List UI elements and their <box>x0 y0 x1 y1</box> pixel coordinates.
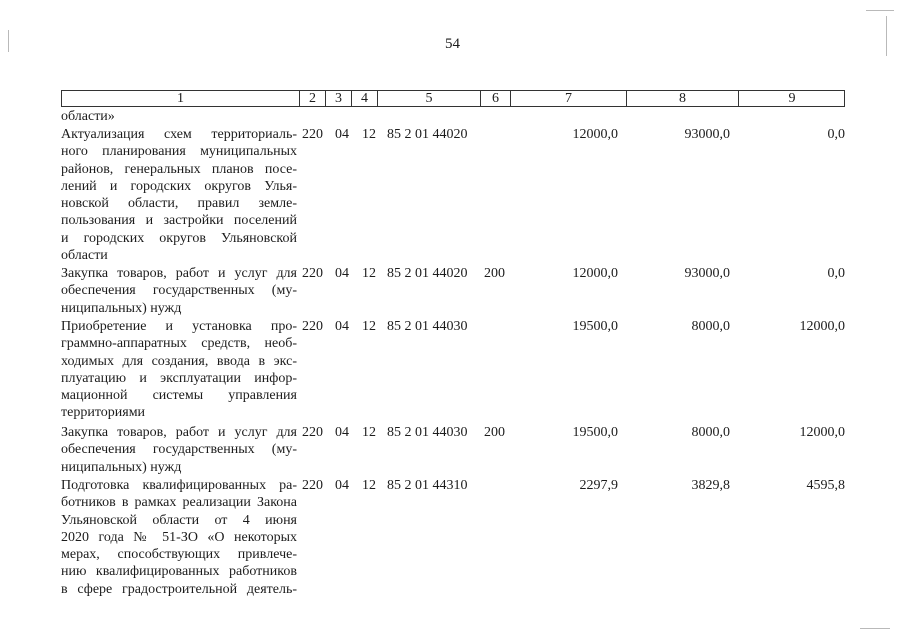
description-line: ботников в рамках реализации Закона <box>61 495 297 511</box>
continuation-text: области» <box>61 109 115 124</box>
cell-col7: 12000,0 <box>572 266 618 281</box>
description-line: Подготовка квалифицированных ра- <box>61 478 297 493</box>
description-line: граммно-аппаратных средств, необ- <box>61 336 297 352</box>
cell-col6: 200 <box>484 425 505 440</box>
description-line: ходимых для создания, ввода в экс- <box>61 353 297 369</box>
description-line: нию квалифицированных работников <box>61 564 297 580</box>
description-line: 2020 года № 51-ЗО «О некоторых <box>61 529 297 545</box>
description-line: лений и городских округов Улья- <box>61 178 297 194</box>
cell-col5: 85 2 01 44030 <box>387 425 468 440</box>
cell-col9: 12000,0 <box>799 319 845 334</box>
header-col-4: 4 <box>352 91 378 106</box>
description-line: территориями <box>61 405 146 421</box>
description-line: Приобретение и установка про- <box>61 319 297 334</box>
description-line: Актуализация схем территориаль- <box>61 127 297 142</box>
header-col-6: 6 <box>481 91 511 106</box>
cell-col8: 93000,0 <box>684 266 730 281</box>
description-line: области <box>61 248 108 264</box>
cell-col3: 04 <box>335 478 349 493</box>
description-line: Ульяновской области от 4 июня <box>61 512 297 528</box>
description-line: Закупка товаров, работ и услуг для <box>61 266 297 281</box>
cell-col3: 04 <box>335 127 349 142</box>
cell-col2: 220 <box>302 478 323 493</box>
page-number: 54 <box>445 36 460 52</box>
header-col-1: 1 <box>62 91 300 106</box>
header-col-2: 2 <box>300 91 326 106</box>
description-line: ного планирования муниципальных <box>61 144 297 160</box>
description-line: обеспечения государственных (му- <box>61 283 297 299</box>
cell-col7: 12000,0 <box>572 127 618 142</box>
cell-col7: 19500,0 <box>572 319 618 334</box>
description-line: районов, генеральных планов посе- <box>61 161 297 177</box>
description-line: мационной системы управления <box>61 388 297 404</box>
cell-col5: 85 2 01 44020 <box>387 127 468 142</box>
header-col-3: 3 <box>326 91 352 106</box>
scan-mark <box>866 10 894 11</box>
description-line: ниципальных) нужд <box>61 459 182 475</box>
cell-col4: 12 <box>362 127 376 142</box>
cell-col4: 12 <box>362 319 376 334</box>
cell-col2: 220 <box>302 425 323 440</box>
cell-col8: 8000,0 <box>691 319 730 334</box>
cell-col5: 85 2 01 44020 <box>387 266 468 281</box>
cell-col3: 04 <box>335 425 349 440</box>
scan-mark <box>860 628 890 629</box>
description-line: плуатацию и эксплуатации инфор- <box>61 370 297 386</box>
row-description <box>61 318 297 422</box>
cell-col4: 12 <box>362 425 376 440</box>
header-col-7: 7 <box>511 91 627 106</box>
cell-col3: 04 <box>335 319 349 334</box>
description-line: пользования и застройки поселений <box>61 213 297 229</box>
cell-col9: 12000,0 <box>799 425 845 440</box>
description-line: Закупка товаров, работ и услуг для <box>61 425 297 440</box>
cell-col6: 200 <box>484 266 505 281</box>
header-col-8: 8 <box>627 91 739 106</box>
cell-col2: 220 <box>302 127 323 142</box>
description-line: ниципальных) нужд <box>61 300 182 316</box>
cell-col9: 4595,8 <box>806 478 845 493</box>
description-line: и городских округов Ульяновской <box>61 230 297 246</box>
header-col-9: 9 <box>788 91 796 106</box>
cell-col3: 04 <box>335 266 349 281</box>
header-col-5: 5 <box>378 91 481 106</box>
description-line: в сфере градостроительной деятель- <box>61 581 297 597</box>
description-line: обеспечения государственных (му- <box>61 442 297 458</box>
cell-col2: 220 <box>302 319 323 334</box>
row-description <box>61 477 297 598</box>
cell-col4: 12 <box>362 266 376 281</box>
row-description <box>61 126 297 264</box>
table-header-row <box>61 90 845 107</box>
cell-col4: 12 <box>362 478 376 493</box>
cell-col9: 0,0 <box>827 127 845 142</box>
cell-col8: 3829,8 <box>691 478 730 493</box>
cell-col8: 93000,0 <box>684 127 730 142</box>
cell-col5: 85 2 01 44310 <box>387 478 468 493</box>
row-description <box>61 424 297 476</box>
cell-col7: 19500,0 <box>572 425 618 440</box>
row-description <box>61 265 297 317</box>
cell-col5: 85 2 01 44030 <box>387 319 468 334</box>
cell-col2: 220 <box>302 266 323 281</box>
cell-col9: 0,0 <box>827 266 845 281</box>
description-line: новской области, правил земле- <box>61 196 297 212</box>
description-line: мерах, способствующих привлече- <box>61 547 297 563</box>
cell-col7: 2297,9 <box>579 478 618 493</box>
cell-col8: 8000,0 <box>691 425 730 440</box>
